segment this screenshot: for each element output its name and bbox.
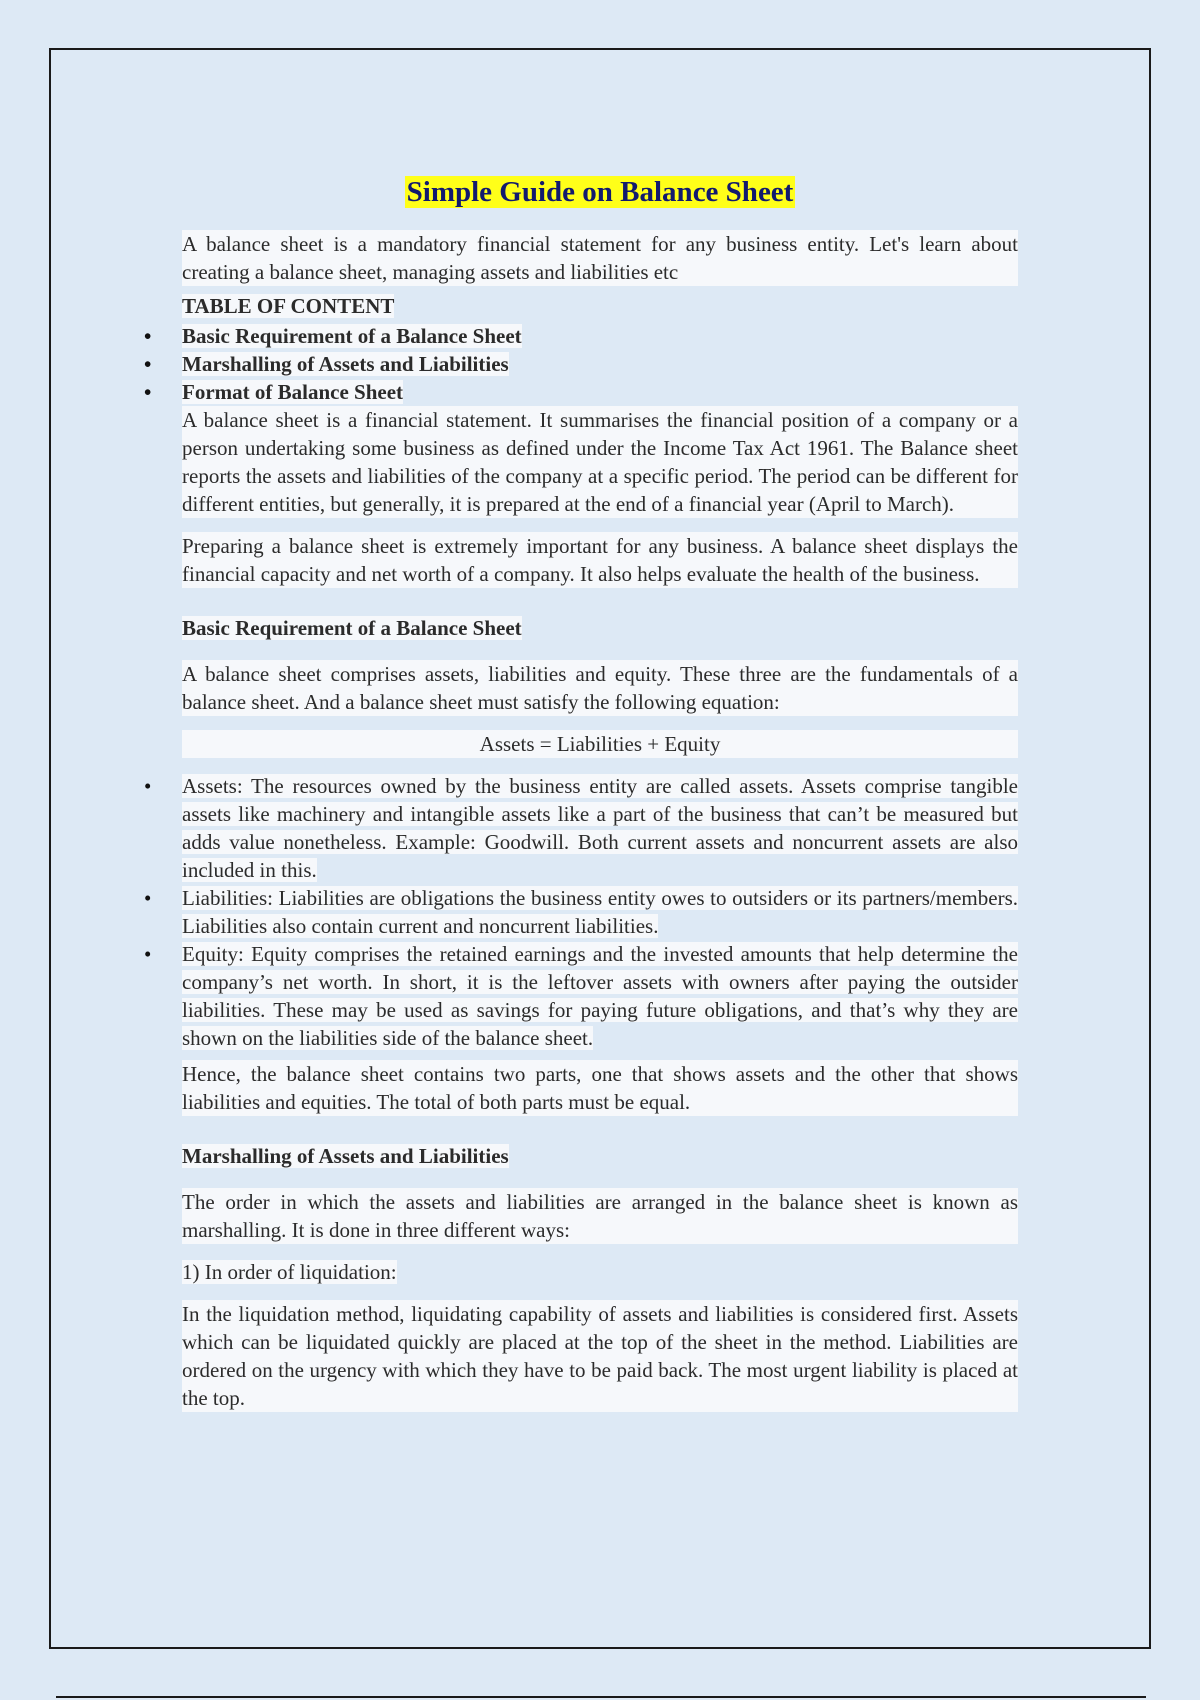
bullet-icon: •	[144, 324, 152, 348]
bottom-divider	[56, 1696, 1146, 1698]
definition-liabilities: • Liabilities: Liabilities are obligations the business entity owes to outsiders or its partners/members. Liabilities also contain current and noncurrent liabilities.	[144, 886, 1018, 938]
basic-requirement-text: A balance sheet comprises assets, liabilities and equity. These three are the fundamentals of a balance sheet. And a balance sheet must satisfy the following equation:	[182, 662, 1018, 714]
liquidation-subheading: 1) In order of liquidation:	[182, 1260, 397, 1284]
section-heading-marshalling: Marshalling of Assets and Liabilities	[182, 1144, 509, 1168]
liquidation-text: In the liquidation method, liquidating capability of assets and liabilities is considered first. Assets which can be liquidated quickly are placed at the top of the sheet in the method. Liabilities are ordered on the urgency with which they have to be paid back. The most urgent liability is placed at the top.	[182, 1302, 1018, 1410]
definition-equity: • Equity: Equity comprises the retained earnings and the invested amounts that help determine the company’s net worth. In short, it is the leftover assets with owners after paying the outsider liabilities. These may be used as savings for paying future obligations, and that’s why they are shown on the liabilities side of the balance sheet.	[144, 942, 1018, 1050]
toc-heading: TABLE OF CONTENT	[182, 294, 395, 318]
document-body	[144, 170, 1018, 1412]
toc-item[interactable]: • Marshalling of Assets and Liabilities	[144, 352, 509, 376]
toc-item[interactable]: • Format of Balance Sheet	[144, 380, 404, 404]
toc-item[interactable]: • Basic Requirement of a Balance Sheet	[144, 324, 522, 348]
bullet-icon: •	[144, 942, 152, 966]
bullet-icon: •	[144, 380, 152, 404]
title-container	[182, 174, 1018, 210]
balance-conclusion: Hence, the balance sheet contains two parts, one that shows assets and the other that shows liabilities and equities. The total of both parts must be equal.	[182, 1062, 1018, 1114]
table-of-contents	[144, 322, 1018, 406]
document-title: Simple Guide on Balance Sheet	[406, 176, 794, 208]
balance-sheet-definition: A balance sheet is a financial statement. It summarises the financial position of a company or a person undertaking some business as defined under the Income Tax Act 1961. The Balance sheet reports the assets and liabilities of the company at a specific period. The period can be different for different entities, but generally, it is prepared at the end of a financial year (April to March).	[182, 408, 1018, 516]
section-heading-basic: Basic Requirement of a Balance Sheet	[182, 616, 522, 640]
definitions-list	[144, 772, 1018, 1052]
marshalling-text: The order in which the assets and liabilities are arranged in the balance sheet is known as marshalling. It is done in three different ways:	[182, 1190, 1018, 1242]
balance-sheet-importance: Preparing a balance sheet is extremely important for any business. A balance sheet displays the financial capacity and net worth of a company. It also helps evaluate the health of the business.	[182, 534, 1018, 586]
bullet-icon: •	[144, 886, 152, 910]
bullet-icon: •	[144, 352, 152, 376]
bullet-icon: •	[144, 774, 152, 798]
intro-paragraph: A balance sheet is a mandatory financial statement for any business entity. Let's learn about creating a balance sheet, managing assets and liabilities etc	[182, 232, 1018, 284]
balance-equation: Assets = Liabilities + Equity	[182, 730, 1018, 758]
definition-assets: • Assets: The resources owned by the business entity are called assets. Assets comprise tangible assets like machinery and intangible assets like a part of the business that can’t be measured but adds value nonetheless. Example: Goodwill. Both current assets and noncurrent assets are also included in this.	[144, 774, 1018, 882]
